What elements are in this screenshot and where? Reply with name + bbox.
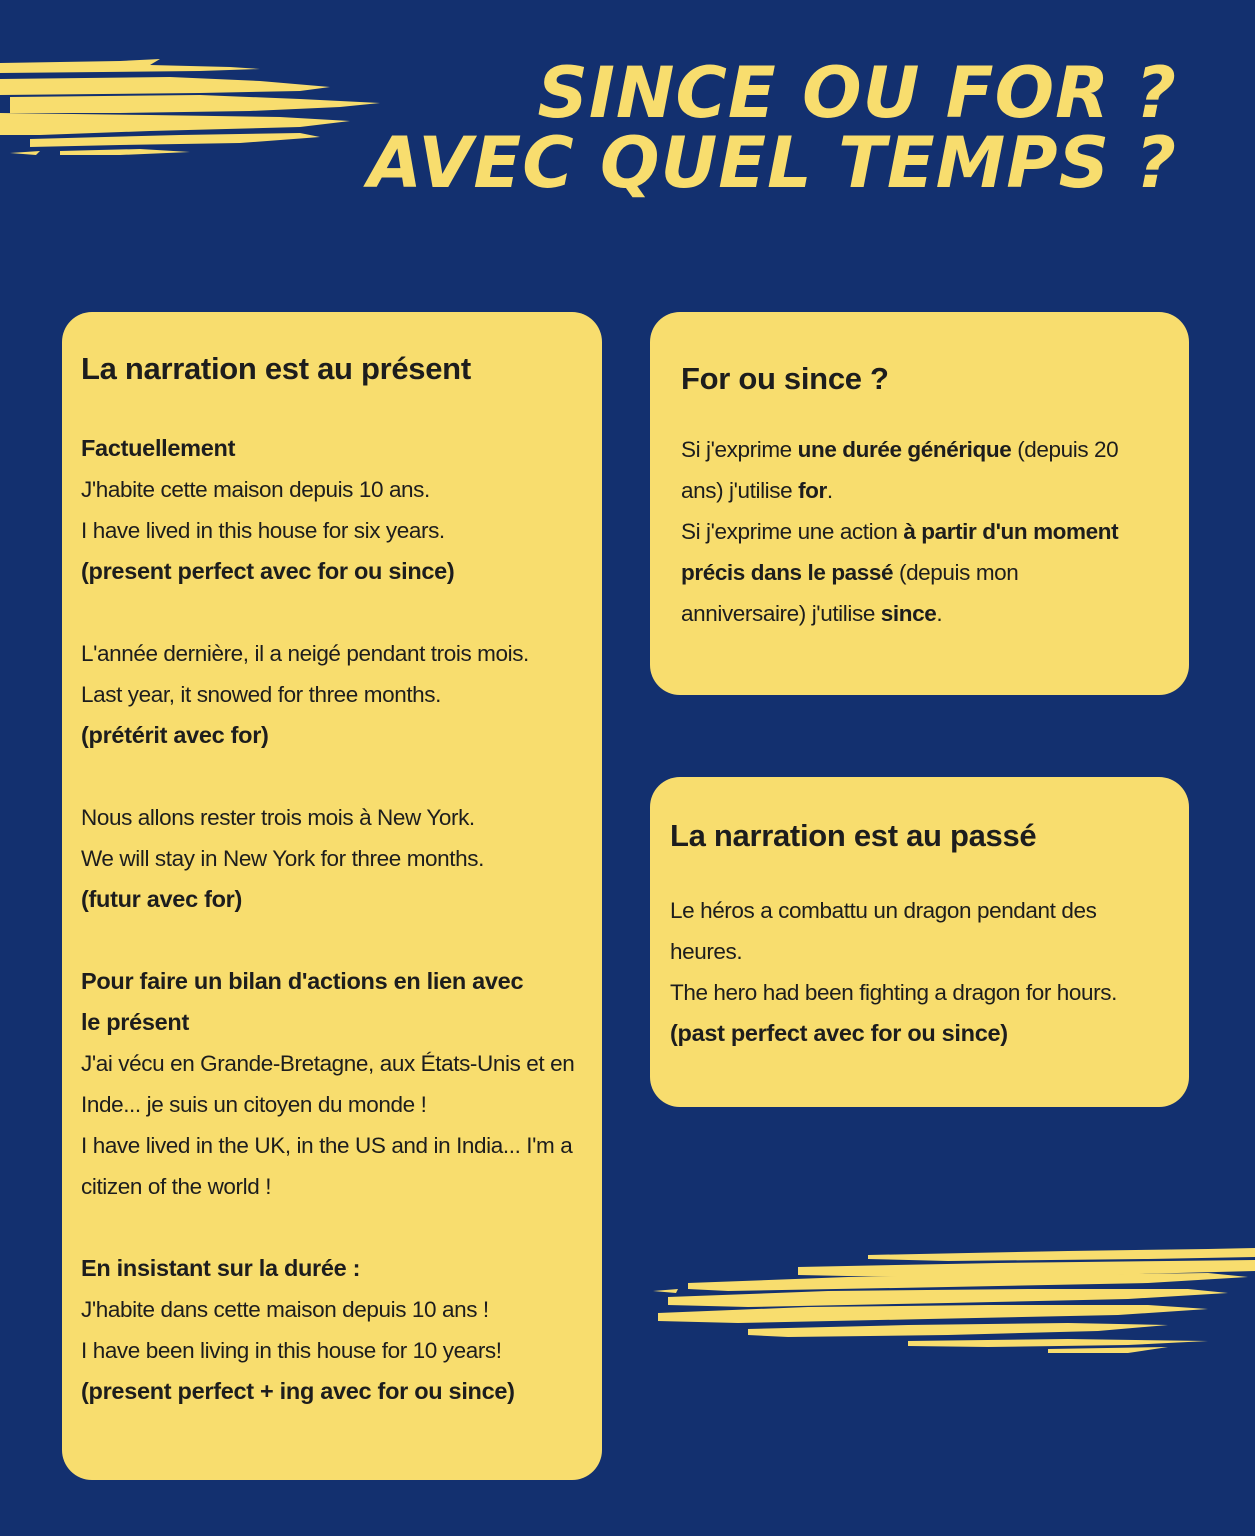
for-since-line-2 [681, 470, 1167, 511]
factual-example-2-rule: (prétérit avec for) [81, 722, 269, 749]
past-card-title: La narration est au passé [670, 818, 1037, 853]
bilan-fr-line-1: J'ai vécu en Grande-Bretagne, aux États-Unis et en [81, 1051, 575, 1077]
past-example-fr-line-1: Le héros a combattu un dragon pendant des [670, 898, 1097, 924]
for-since-card-title: For ou since ? [681, 361, 889, 396]
factual-example-3-rule: (futur avec for) [81, 886, 243, 913]
bilan-section [81, 961, 582, 1207]
text-run: (depuis mon [893, 560, 1019, 586]
factual-section [81, 428, 582, 920]
factual-example-3-en: We will stay in New York for three months. [81, 846, 484, 872]
present-narration-card [62, 312, 602, 1480]
brush-stroke-bottom-right [648, 1245, 1255, 1380]
page-title [277, 52, 1177, 204]
factual-example-1-fr: J'habite cette maison depuis 10 ans. [81, 477, 430, 503]
for-since-line-5 [681, 593, 1167, 634]
bilan-en-line-2: citizen of the world ! [81, 1174, 272, 1200]
text-run: anniversaire) j'utilise [681, 601, 881, 627]
factual-example-3-fr: Nous allons rester trois mois à New York. [81, 805, 475, 831]
precise-moment-emphasis: à partir d'un moment [903, 519, 1119, 545]
past-narration-card [650, 777, 1189, 1107]
past-rule: (past perfect avec for ou since) [670, 1020, 1008, 1047]
title-line-1: SINCE OU FOR ? [537, 52, 1177, 134]
factual-example-1-rule: (present perfect avec for ou since) [81, 558, 455, 585]
bilan-fr-line-2: Inde... je suis un citoyen du monde ! [81, 1092, 427, 1118]
text-run: Si j'exprime une action [681, 519, 904, 545]
text-run: Si j'exprime [681, 437, 798, 463]
duration-example-fr: J'habite dans cette maison depuis 10 ans ! [81, 1297, 489, 1323]
factual-heading: Factuellement [81, 435, 236, 462]
for-emphasis: for [798, 478, 827, 504]
text-run: . [826, 478, 833, 504]
duration-heading: En insistant sur la durée : [81, 1255, 361, 1282]
precise-moment-emphasis-cont: précis dans le passé [681, 560, 894, 586]
generic-duration-emphasis: une durée générique [797, 437, 1012, 463]
bilan-heading-line-1: Pour faire un bilan d'actions en lien avec [81, 968, 524, 995]
duration-section [81, 1248, 582, 1412]
factual-example-1-en: I have lived in this house for six years. [81, 518, 445, 544]
since-emphasis: since [880, 601, 937, 627]
past-example-en: The hero had been fighting a dragon for hours. [670, 980, 1117, 1006]
bilan-en-line-1: I have lived in the UK, in the US and in India... I'm a [81, 1133, 573, 1159]
for-or-since-card [650, 312, 1189, 695]
present-card-title: La narration est au présent [81, 351, 471, 386]
text-run: (depuis 20 [1011, 437, 1119, 463]
past-example-fr-line-2: heures. [670, 939, 743, 965]
duration-example-en: I have been living in this house for 10 years! [81, 1338, 502, 1364]
for-since-line-1 [681, 429, 1167, 470]
text-run: . [936, 601, 943, 627]
bilan-heading-line-2: le présent [81, 1009, 190, 1036]
duration-rule: (present perfect + ing avec for ou since) [81, 1378, 515, 1405]
for-since-line-4 [681, 552, 1167, 593]
text-run: ans) j'utilise [681, 478, 799, 504]
factual-example-2-en: Last year, it snowed for three months. [81, 682, 441, 708]
title-line-2: AVEC QUEL TEMPS ? [367, 122, 1177, 204]
factual-example-2-fr: L'année dernière, il a neigé pendant trois mois. [81, 641, 529, 667]
for-since-line-3 [681, 511, 1167, 552]
